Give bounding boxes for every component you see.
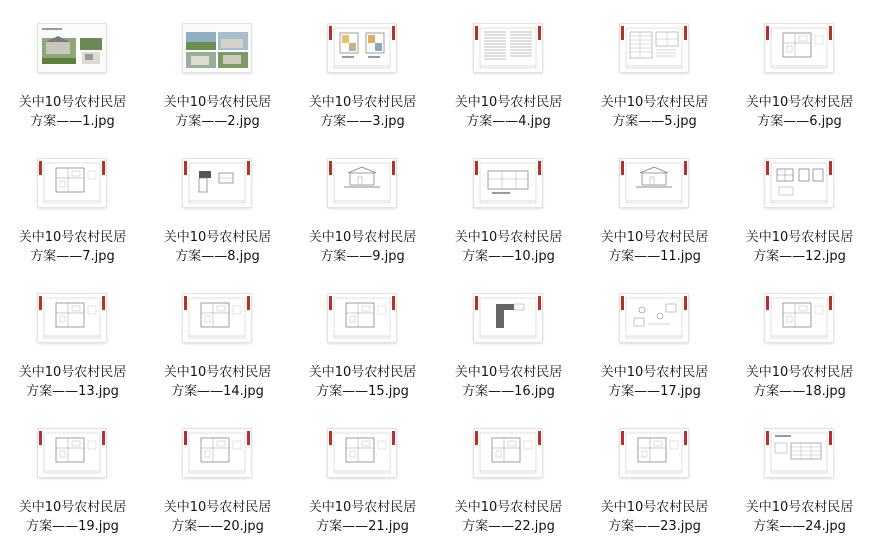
file-name[interactable]: [0, 228, 145, 266]
file-thumbnail[interactable]: [474, 159, 542, 207]
file-name-line1: 关中10号农村民居: [600, 500, 709, 515]
file-name-line2: 方案——2.jpg: [175, 114, 260, 129]
file-name-line2: 方案——7.jpg: [30, 249, 115, 264]
file-thumbnail[interactable]: [620, 159, 688, 207]
file-name-line1: 关中10号农村民居: [600, 95, 709, 110]
file-name-line2: 方案——18.jpg: [753, 384, 846, 399]
file-name-line2: 方案——23.jpg: [608, 519, 701, 534]
file-name-line2: 方案——15.jpg: [316, 384, 409, 399]
file-name-line2: 方案——10.jpg: [462, 249, 555, 264]
file-name-line2: 方案——17.jpg: [608, 384, 701, 399]
file-item[interactable]: [145, 0, 290, 135]
file-name[interactable]: [582, 93, 727, 131]
file-name-line2: 方案——19.jpg: [26, 519, 119, 534]
file-name[interactable]: [727, 228, 872, 266]
file-name-line2: 方案——13.jpg: [26, 384, 119, 399]
file-name-line1: 关中10号农村民居: [745, 500, 854, 515]
file-name-line1: 关中10号农村民居: [454, 95, 563, 110]
file-name-line2: 方案——24.jpg: [753, 519, 846, 534]
file-thumbnail[interactable]: [328, 294, 396, 342]
file-name-line1: 关中10号农村民居: [454, 230, 563, 245]
file-name-line1: 关中10号农村民居: [600, 365, 709, 380]
file-name-line1: 关中10号农村民居: [18, 95, 127, 110]
file-name[interactable]: [290, 498, 435, 536]
file-item[interactable]: [582, 0, 727, 135]
file-thumbnail[interactable]: [620, 429, 688, 477]
file-name-line2: 方案——11.jpg: [608, 249, 701, 264]
file-name-line2: 方案——21.jpg: [316, 519, 409, 534]
file-thumbnail[interactable]: [38, 294, 106, 342]
file-name-line1: 关中10号农村民居: [600, 230, 709, 245]
file-name-line1: 关中10号农村民居: [308, 95, 417, 110]
file-thumbnail[interactable]: [38, 24, 106, 72]
file-name-line1: 关中10号农村民居: [454, 500, 563, 515]
file-name-line1: 关中10号农村民居: [745, 95, 854, 110]
file-name-line2: 方案——14.jpg: [171, 384, 264, 399]
file-name[interactable]: [145, 498, 290, 536]
file-item[interactable]: [0, 270, 145, 405]
file-thumbnail[interactable]: [474, 429, 542, 477]
file-thumbnail[interactable]: [328, 24, 396, 72]
file-name[interactable]: [145, 93, 290, 131]
file-name[interactable]: [582, 228, 727, 266]
file-name[interactable]: [436, 93, 581, 131]
file-name[interactable]: [145, 228, 290, 266]
file-item[interactable]: [436, 270, 581, 405]
file-thumbnail[interactable]: [765, 294, 833, 342]
file-name[interactable]: [436, 363, 581, 401]
file-name[interactable]: [582, 363, 727, 401]
file-item[interactable]: [0, 0, 145, 135]
file-thumbnail[interactable]: [620, 294, 688, 342]
file-thumbnail[interactable]: [765, 159, 833, 207]
file-name-line1: 关中10号农村民居: [163, 365, 272, 380]
file-item[interactable]: [290, 270, 435, 405]
file-item[interactable]: [727, 0, 872, 135]
file-name[interactable]: [582, 498, 727, 536]
file-item[interactable]: [290, 405, 435, 540]
file-name-line2: 方案——6.jpg: [757, 114, 842, 129]
file-name[interactable]: [290, 363, 435, 401]
file-name-line2: 方案——16.jpg: [462, 384, 555, 399]
file-name[interactable]: [436, 228, 581, 266]
file-name-line2: 方案——12.jpg: [753, 249, 846, 264]
file-name-line2: 方案——9.jpg: [320, 249, 405, 264]
file-item[interactable]: [436, 0, 581, 135]
file-name[interactable]: [0, 93, 145, 131]
file-name-line1: 关中10号农村民居: [163, 230, 272, 245]
file-name[interactable]: [727, 498, 872, 536]
file-name[interactable]: [290, 228, 435, 266]
file-name-line1: 关中10号农村民居: [308, 230, 417, 245]
file-name-line1: 关中10号农村民居: [745, 230, 854, 245]
file-thumbnail[interactable]: [328, 159, 396, 207]
file-name-line2: 方案——4.jpg: [466, 114, 551, 129]
file-item[interactable]: [290, 135, 435, 270]
file-name-line1: 关中10号农村民居: [308, 365, 417, 380]
file-name-line2: 方案——1.jpg: [30, 114, 115, 129]
file-thumbnail[interactable]: [38, 429, 106, 477]
file-thumbnail[interactable]: [474, 24, 542, 72]
file-thumbnail[interactable]: [183, 159, 251, 207]
file-name-line1: 关中10号农村民居: [454, 365, 563, 380]
file-name-line1: 关中10号农村民居: [163, 500, 272, 515]
file-name-line1: 关中10号农村民居: [308, 500, 417, 515]
file-thumbnail[interactable]: [38, 159, 106, 207]
file-item[interactable]: [582, 405, 727, 540]
file-item[interactable]: [436, 135, 581, 270]
file-name-line2: 方案——5.jpg: [612, 114, 697, 129]
file-name[interactable]: [0, 498, 145, 536]
file-name-line2: 方案——3.jpg: [320, 114, 405, 129]
file-item[interactable]: [436, 405, 581, 540]
file-name[interactable]: [727, 93, 872, 131]
file-name[interactable]: [436, 498, 581, 536]
file-item[interactable]: [727, 405, 872, 540]
file-thumbnail[interactable]: [765, 429, 833, 477]
file-thumbnail[interactable]: [328, 429, 396, 477]
file-thumbnail[interactable]: [183, 24, 251, 72]
file-name[interactable]: [727, 363, 872, 401]
file-name-line2: 方案——22.jpg: [462, 519, 555, 534]
file-item[interactable]: [582, 135, 727, 270]
file-item[interactable]: [0, 405, 145, 540]
file-item[interactable]: [290, 0, 435, 135]
file-thumbnail[interactable]: [183, 294, 251, 342]
file-thumbnail[interactable]: [620, 24, 688, 72]
file-name-line1: 关中10号农村民居: [18, 365, 127, 380]
file-name[interactable]: [290, 93, 435, 131]
file-thumbnail[interactable]: [183, 429, 251, 477]
file-item[interactable]: [145, 270, 290, 405]
file-name-line2: 方案——20.jpg: [171, 519, 264, 534]
file-name-line2: 方案——8.jpg: [175, 249, 260, 264]
file-name-line1: 关中10号农村民居: [745, 365, 854, 380]
file-item[interactable]: [582, 270, 727, 405]
file-item[interactable]: [145, 135, 290, 270]
file-item[interactable]: [727, 135, 872, 270]
file-thumbnail[interactable]: [474, 294, 542, 342]
file-name[interactable]: [145, 363, 290, 401]
file-name[interactable]: [0, 363, 145, 401]
file-name-line1: 关中10号农村民居: [163, 95, 272, 110]
file-item[interactable]: [145, 405, 290, 540]
file-item[interactable]: [727, 270, 872, 405]
file-name-line1: 关中10号农村民居: [18, 230, 127, 245]
file-thumbnail[interactable]: [765, 24, 833, 72]
file-name-line1: 关中10号农村民居: [18, 500, 127, 515]
file-item[interactable]: [0, 135, 145, 270]
